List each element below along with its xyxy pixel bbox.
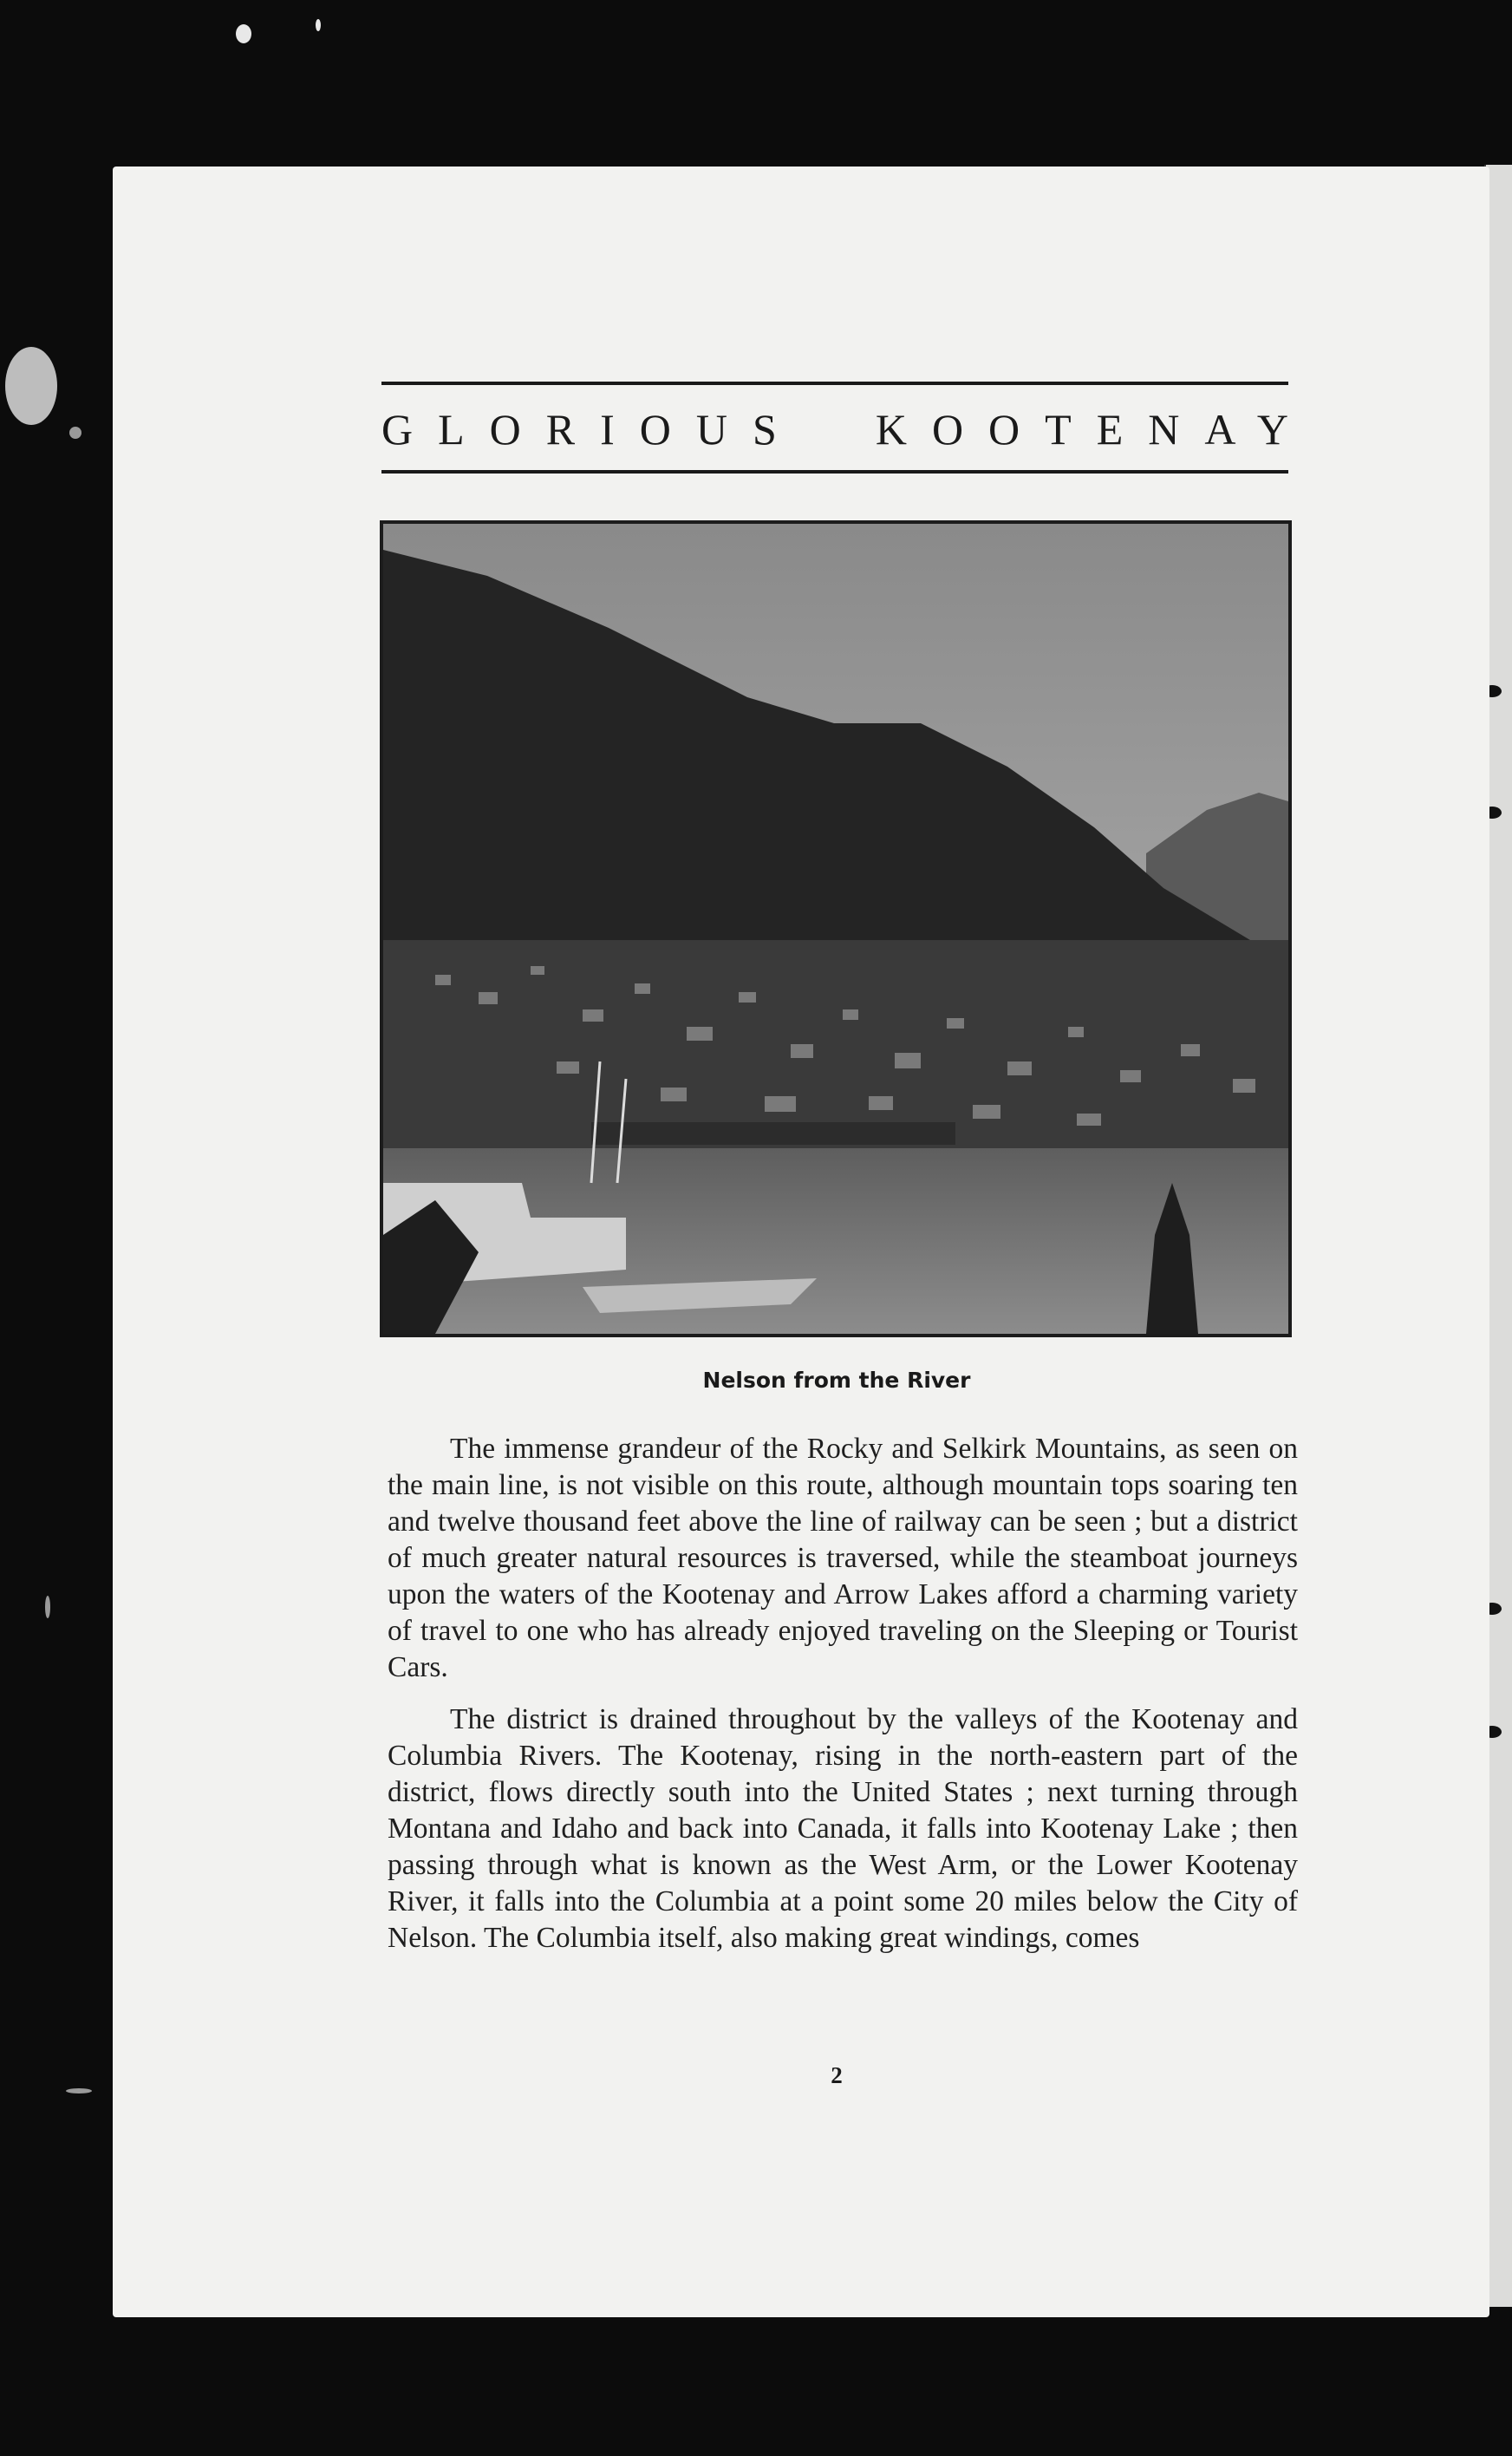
running-header [381, 404, 1313, 454]
figure-caption: Nelson from the River [702, 1368, 971, 1393]
dust-speck [66, 2088, 92, 2093]
dust-speck [5, 347, 57, 425]
dust-speck [69, 427, 81, 439]
header-title-right: KOOTENAY [875, 405, 1313, 454]
photograph-illustration [383, 524, 1288, 1334]
dust-speck [236, 24, 251, 43]
header-title-left: GLORIOUS [381, 405, 802, 454]
paragraph: The district is drained throughout by the valleys of the Kootenay and Columbia Rivers. The Kootenay, rising in the north-eastern part of the district, flows directly south into the United States ; next turning through Montana and Idaho and back into Canada, it falls into Kootenay Lake ; then passing through what is known as the West Arm, or the Lower Kootenay River, it falls into the Columbia at a point some 20 miles below the City of Nelson. The Columbia itself, also making great windings, comes [388, 1703, 1298, 1954]
dust-speck [45, 1596, 50, 1618]
header-rule-bottom [381, 470, 1288, 474]
page-number: 2 [831, 2062, 843, 2088]
dust-speck [316, 19, 321, 31]
body-text [388, 1431, 1298, 1972]
header-rule-top [381, 382, 1288, 385]
photograph-nelson [380, 520, 1292, 1337]
paragraph: The immense grandeur of the Rocky and Selkirk Mountains, as seen on the main line, is not visible on this route, although mountain tops soaring ten and twelve thousand feet above the line of railway can be seen ; but a district of much greater natural resources is traversed, while the steamboat journeys upon the waters of the Kootenay and Arrow Lakes afford a charming variety of travel to one who has already enjoyed traveling on the Sleeping or Tourist Cars. [388, 1433, 1298, 1683]
